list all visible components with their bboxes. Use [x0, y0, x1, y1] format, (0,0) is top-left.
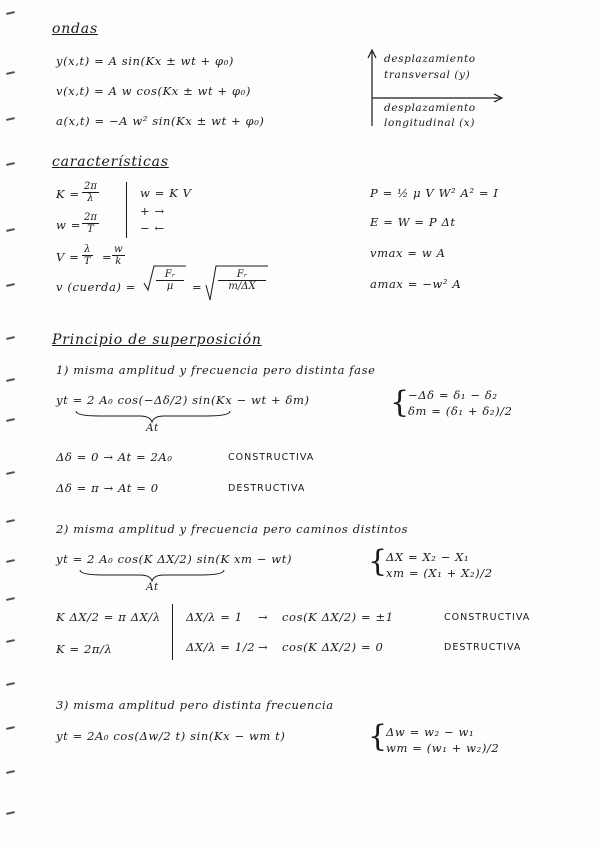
w-denominator: T — [87, 224, 94, 235]
case2-title: 2) misma amplitud y frecuencia pero caminos distintos — [56, 522, 409, 536]
v-denominator-1: T — [84, 256, 91, 267]
heading-superposicion: Principio de superposición — [52, 332, 262, 348]
case2-destructive-arrow: → — [258, 640, 269, 654]
equation-velocity: v(x,t) = A w cos(Kx ± wt + φ₀) — [56, 84, 251, 98]
k-denominator: λ — [87, 193, 94, 204]
vmax-formula: vmax = w A — [370, 246, 446, 260]
case2-constructive-arrow: → — [258, 610, 269, 624]
case3-equation: yt = 2A₀ cos(Δw/2 t) sin(Kx − wm t) — [56, 729, 286, 743]
case1-at-label: At — [146, 422, 159, 434]
case1-equation: yt = 2 A₀ cos(−Δδ/2) sin(Kx − wt + δm) — [56, 393, 310, 407]
amax-formula: amax = −w² A — [370, 277, 462, 291]
equation-displacement: y(x,t) = A sin(Kx ± wt + φ₀) — [56, 54, 234, 68]
case2-brace: { — [368, 544, 388, 579]
case2-constructive-label: CONSTRUCTIVA — [444, 612, 531, 623]
energy-formula: E = W = P Δt — [370, 215, 456, 229]
v-denominator-2: k — [115, 256, 122, 267]
relation-minus-direction: − ← — [140, 221, 165, 235]
case2-delta-def: ΔX = X₂ − X₁ — [386, 550, 470, 564]
note-longitudinal-line2: longitudinal (x) — [384, 117, 476, 129]
case1-brace: { — [390, 385, 410, 420]
case3-delta-def: Δw = w₂ − w₁ — [386, 725, 475, 739]
heading-caracteristicas: características — [52, 154, 169, 170]
v-numerator-1: λ — [82, 244, 93, 256]
vc-denominator-2: m/ΔX — [228, 281, 256, 292]
case2-at-label: At — [146, 581, 159, 593]
note-longitudinal-line1: desplazamiento — [384, 102, 476, 114]
case2-destructive-label: DESTRUCTIVA — [444, 642, 522, 653]
case3-mean-def: wm = (w₁ + w₂)/2 — [386, 741, 500, 755]
case2-relation-1: K ΔX/2 = π ΔX/λ — [56, 610, 161, 624]
vc-numerator-2: Fᵣ — [218, 269, 266, 281]
case3-brace: { — [368, 719, 388, 754]
note-transversal-line2: transversal (y) — [384, 69, 471, 81]
power-formula: P = ½ μ V W² A² = I — [370, 186, 499, 200]
vc-denominator-1: μ — [166, 281, 174, 292]
case1-mean-def: δm = (δ₁ + δ₂)/2 — [408, 404, 513, 418]
case1-constructive-eq: Δδ = 0 → At = 2A₀ — [56, 450, 173, 464]
case2-bracket — [172, 604, 173, 660]
case2-destructive-ratio: ΔX/λ = 1/2 — [186, 640, 256, 654]
case2-destructive-cos: cos(K ΔX/2) = 0 — [282, 640, 384, 654]
vc-numerator-1: Fᵣ — [156, 269, 184, 281]
case1-destructive-eq: Δδ = π → At = 0 — [56, 481, 159, 495]
vc-label: v (cuerda) = — [56, 280, 136, 294]
w-numerator: 2π — [84, 212, 97, 223]
case2-mean-def: xm = (X₁ + X₂)/2 — [386, 566, 493, 580]
v-label: V = — [56, 250, 80, 264]
case2-constructive-ratio: ΔX/λ = 1 — [186, 610, 243, 624]
k-numerator: 2π — [84, 181, 97, 192]
w-label: w = — [56, 218, 81, 232]
v-equals: = — [102, 250, 113, 264]
equation-acceleration: a(x,t) = −A w² sin(Kx ± wt + φ₀) — [56, 114, 265, 128]
relation-plus-direction: + → — [140, 204, 165, 218]
case1-title: 1) misma amplitud y frecuencia pero distinta fase — [56, 363, 376, 377]
relation-w-kv: w = K V — [140, 186, 192, 200]
case1-constructive-label: CONSTRUCTIVA — [228, 452, 315, 463]
v-numerator-2: w — [114, 244, 123, 255]
case1-delta-def: −Δδ = δ₁ − δ₂ — [408, 388, 498, 402]
heading-ondas: ondas — [52, 21, 98, 37]
case2-constructive-cos: cos(K ΔX/2) = ±1 — [282, 610, 394, 624]
k-label: K = — [56, 187, 80, 201]
note-transversal-line1: desplazamiento — [384, 53, 476, 65]
case2-relation-2: K = 2π/λ — [56, 642, 113, 656]
case1-destructive-label: DESTRUCTIVA — [228, 483, 306, 494]
case2-equation: yt = 2 A₀ cos(K ΔX/2) sin(K xm − wt) — [56, 552, 293, 566]
case3-title: 3) misma amplitud pero distinta frecuencia — [56, 698, 334, 712]
vc-equals: = — [192, 280, 203, 294]
